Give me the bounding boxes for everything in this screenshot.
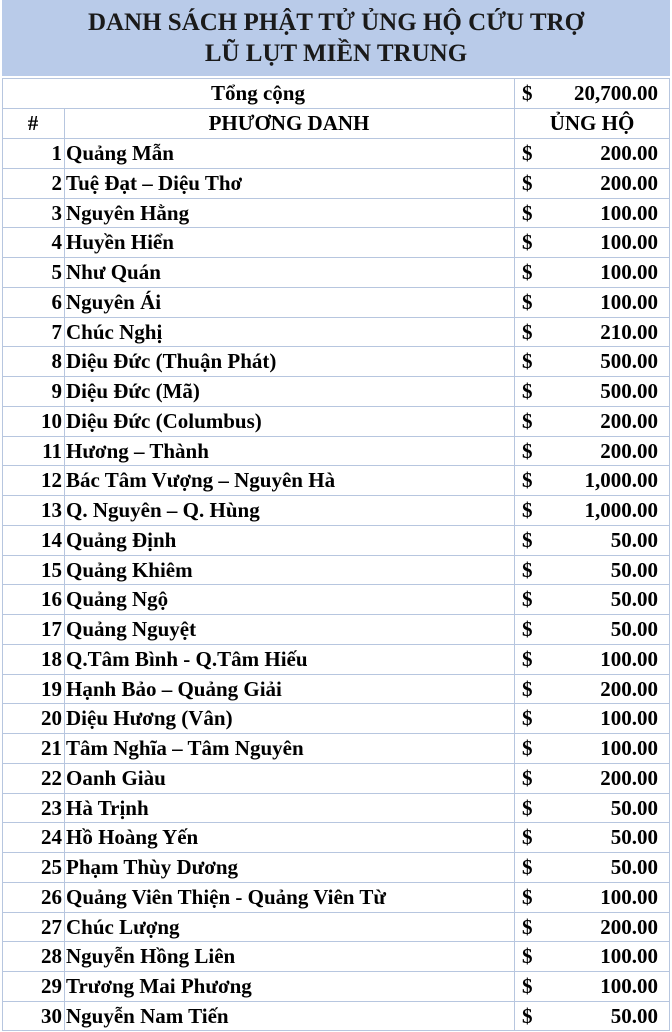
donation-amount: 200.00 [600, 438, 658, 463]
donation-amount: 200.00 [600, 408, 658, 433]
currency-sign: $ [522, 795, 533, 820]
donation-amount: 100.00 [600, 646, 658, 671]
donation-sheet [2, 0, 670, 1032]
currency-sign: $ [522, 289, 533, 314]
donor-name: Như Quán [66, 260, 161, 284]
row-number: 11 [42, 438, 62, 463]
row-number: 25 [41, 855, 62, 879]
header-row [2, 108, 670, 138]
donor-name: Tâm Nghĩa – Tâm Nguyên [66, 736, 304, 760]
row-number: 7 [51, 319, 62, 344]
grid-line-horizontal [2, 703, 670, 704]
currency-sign: $ [522, 170, 533, 195]
sheet-title [2, 0, 670, 76]
donor-name: Chúc Nghị [66, 319, 163, 344]
donor-name: Hạnh Bảo – Quảng Giải [66, 676, 282, 701]
donation-amount: 50.00 [610, 795, 658, 820]
grid-line-horizontal [2, 436, 670, 437]
grid-line-horizontal [2, 852, 670, 853]
row-number: 26 [41, 884, 62, 909]
row-number: 28 [41, 944, 62, 969]
currency-sign: $ [522, 736, 533, 760]
donor-name: Hương – Thành [66, 438, 209, 463]
row-number: 30 [41, 1003, 62, 1028]
grid-line-horizontal [2, 584, 670, 585]
row-number: 9 [51, 379, 62, 403]
currency-sign: $ [522, 230, 533, 255]
donor-name: Quảng Nguyệt [66, 617, 197, 641]
donation-amount: 100.00 [600, 884, 658, 909]
donor-name: Quảng Khiêm [66, 557, 193, 582]
donation-amount: 50.00 [610, 587, 658, 612]
row-number: 15 [41, 557, 62, 582]
title-line-1: DANH SÁCH PHẬT TỬ ỦNG HỘ CỨU TRỢ [87, 9, 585, 36]
grid-line-vertical [64, 108, 65, 1031]
donation-amount: 100.00 [600, 944, 658, 969]
currency-sign: $ [522, 855, 533, 879]
donation-amount: 50.00 [610, 1003, 658, 1028]
currency-sign: $ [522, 765, 533, 790]
row-number: 23 [41, 795, 62, 820]
donor-name: Q.Tâm Bình - Q.Tâm Hiếu [66, 646, 308, 671]
table-row [2, 912, 670, 942]
donor-name: Quảng Ngộ [66, 587, 169, 612]
donation-amount: 200.00 [600, 914, 658, 939]
currency-sign: $ [522, 141, 533, 165]
currency-sign: $ [522, 944, 533, 969]
table-row [2, 644, 670, 674]
row-number: 19 [41, 676, 62, 701]
grid-line-horizontal [2, 555, 670, 556]
row-number: 29 [41, 974, 62, 998]
row-number: 10 [41, 408, 62, 433]
table-row [2, 257, 670, 287]
row-number: 4 [51, 230, 62, 255]
donation-amount: 200.00 [600, 141, 658, 165]
donor-name: Nguyên Ái [66, 289, 162, 314]
donor-name: Quảng Viên Thiện - Quảng Viên Từ [66, 884, 386, 909]
donation-amount: 100.00 [600, 260, 658, 284]
table-row [2, 436, 670, 466]
header-num: # [27, 111, 39, 135]
donor-name: Phạm Thùy Dương [66, 855, 239, 879]
table-row [2, 882, 670, 912]
grid-line-horizontal [2, 822, 670, 823]
currency-sign: $ [522, 557, 533, 582]
donation-amount: 1,000.00 [584, 498, 658, 522]
grid-line-horizontal [2, 108, 670, 109]
table-row [2, 733, 670, 763]
currency-sign: $ [522, 200, 533, 225]
table-row [2, 138, 670, 168]
row-number: 1 [51, 141, 62, 165]
donation-amount: 50.00 [610, 617, 658, 641]
donation-amount: 50.00 [610, 825, 658, 850]
grid-line-horizontal [2, 644, 670, 645]
table-row [2, 555, 670, 585]
grid-line-horizontal [2, 168, 670, 169]
currency-sign: $ [522, 408, 533, 433]
table-row [2, 1001, 670, 1031]
table-row [2, 941, 670, 971]
row-number: 12 [41, 468, 62, 493]
currency-sign: $ [522, 646, 533, 671]
currency-sign: $ [522, 706, 533, 731]
grid-line-horizontal [2, 882, 670, 883]
grid-line-horizontal [2, 287, 670, 288]
currency-sign: $ [522, 617, 533, 641]
total-row [2, 78, 670, 108]
donor-name: Chúc Lượng [66, 914, 180, 939]
header-name: PHƯƠNG DANH [208, 111, 370, 135]
header-amount: ỦNG HỘ [549, 111, 635, 135]
table-row [2, 793, 670, 823]
row-number: 21 [41, 736, 62, 760]
grid-line-horizontal [2, 376, 670, 377]
table-row [2, 584, 670, 614]
grid-line-horizontal [2, 941, 670, 942]
donor-name: Huyền Hiển [66, 230, 174, 255]
grid-line-horizontal [2, 674, 670, 675]
table-row [2, 346, 670, 376]
grid-line-horizontal [2, 971, 670, 972]
donation-amount: 210.00 [600, 319, 658, 344]
donation-amount: 50.00 [610, 855, 658, 879]
donation-amount: 200.00 [600, 170, 658, 195]
grid-line-horizontal [2, 793, 670, 794]
currency-sign: $ [522, 319, 533, 344]
grid-line-horizontal [2, 198, 670, 199]
donation-amount: 100.00 [600, 289, 658, 314]
donor-name: Oanh Giàu [66, 765, 166, 790]
row-number: 5 [51, 260, 62, 284]
donation-amount: 500.00 [600, 349, 658, 374]
donation-amount: 100.00 [600, 200, 658, 225]
table-row [2, 703, 670, 733]
currency-sign: $ [522, 527, 533, 552]
donation-amount: 200.00 [600, 676, 658, 701]
table-row [2, 168, 670, 198]
grid-line-horizontal [2, 138, 670, 139]
currency-sign: $ [522, 349, 533, 374]
title-line-2: LŨ LỤT MIỀN TRUNG [204, 40, 468, 67]
donation-amount: 500.00 [600, 379, 658, 403]
currency-sign: $ [522, 676, 533, 701]
currency-sign: $ [522, 498, 533, 522]
currency-sign: $ [522, 260, 533, 284]
donor-name: Nguyễn Nam Tiến [66, 1003, 229, 1028]
total-currency: $ [522, 81, 533, 105]
donor-name: Nguyễn Hồng Liên [66, 944, 236, 969]
grid-line-horizontal [2, 1030, 670, 1031]
donor-name: Nguyên Hằng [66, 200, 190, 225]
table-row [2, 822, 670, 852]
donation-amount: 50.00 [610, 527, 658, 552]
currency-sign: $ [522, 587, 533, 612]
currency-sign: $ [522, 438, 533, 463]
row-number: 17 [41, 617, 62, 641]
table-row [2, 317, 670, 347]
donor-name: Bác Tâm Vượng – Nguyên Hà [66, 468, 336, 493]
donor-name: Diệu Đức (Columbus) [66, 408, 262, 433]
grid-line-horizontal [2, 78, 670, 79]
currency-sign: $ [522, 914, 533, 939]
row-number: 13 [41, 498, 62, 522]
currency-sign: $ [522, 468, 533, 493]
donor-name: Tuệ Đạt – Diệu Thơ [66, 170, 243, 195]
grid-line-horizontal [2, 465, 670, 466]
grid-line-horizontal [2, 733, 670, 734]
table-row [2, 852, 670, 882]
donor-name: Hồ Hoàng Yến [66, 825, 199, 850]
table-row [2, 495, 670, 525]
grid-line-vertical [2, 78, 3, 1031]
grid-line-horizontal [2, 406, 670, 407]
row-number: 18 [41, 646, 62, 671]
currency-sign: $ [522, 825, 533, 850]
grid-line-horizontal [2, 614, 670, 615]
table-row [2, 406, 670, 436]
row-number: 14 [41, 527, 62, 552]
donation-amount: 50.00 [610, 557, 658, 582]
currency-sign: $ [522, 884, 533, 909]
grid-line-horizontal [2, 912, 670, 913]
grid-line-horizontal [2, 257, 670, 258]
donor-name: Hà Trịnh [66, 795, 149, 820]
donor-name: Trương Mai Phương [66, 974, 252, 998]
row-number: 2 [51, 170, 62, 195]
table-row [2, 198, 670, 228]
donor-name: Q. Nguyên – Q. Hùng [66, 498, 260, 522]
grid-line-horizontal [2, 1001, 670, 1002]
row-number: 16 [41, 587, 62, 612]
table-row [2, 525, 670, 555]
total-amount: 20,700.00 [574, 81, 658, 105]
currency-sign: $ [522, 1003, 533, 1028]
row-number: 22 [41, 765, 62, 790]
donation-amount: 100.00 [600, 736, 658, 760]
donor-name: Diệu Đức (Thuận Phát) [66, 349, 277, 374]
table-row [2, 674, 670, 704]
donor-name: Quảng Mẫn [66, 141, 174, 165]
table-row [2, 465, 670, 495]
currency-sign: $ [522, 974, 533, 998]
donation-amount: 1,000.00 [584, 468, 658, 493]
table-row [2, 614, 670, 644]
grid-line-vertical [514, 78, 515, 1031]
currency-sign: $ [522, 379, 533, 403]
donation-amount: 100.00 [600, 706, 658, 731]
donation-amount: 200.00 [600, 765, 658, 790]
donor-name: Quảng Định [66, 527, 177, 552]
table-row [2, 376, 670, 406]
row-number: 6 [51, 289, 62, 314]
donation-amount: 100.00 [600, 230, 658, 255]
grid-line-horizontal [2, 317, 670, 318]
table-row [2, 227, 670, 257]
donation-amount: 100.00 [600, 974, 658, 998]
table-row [2, 763, 670, 793]
grid-line-vertical [669, 78, 670, 1031]
donor-name: Diệu Hương (Vân) [66, 706, 233, 731]
grid-line-horizontal [2, 525, 670, 526]
table-row [2, 287, 670, 317]
row-number: 20 [41, 706, 62, 731]
grid-line-horizontal [2, 763, 670, 764]
grid-line-horizontal [2, 227, 670, 228]
row-number: 3 [51, 200, 62, 225]
row-number: 8 [51, 349, 62, 374]
row-number: 24 [41, 825, 62, 850]
grid-line-horizontal [2, 346, 670, 347]
row-number: 27 [41, 914, 62, 939]
donor-name: Diệu Đức (Mã) [66, 379, 200, 403]
total-label: Tổng cộng [211, 81, 305, 105]
grid-line-horizontal [2, 495, 670, 496]
table-row [2, 971, 670, 1001]
